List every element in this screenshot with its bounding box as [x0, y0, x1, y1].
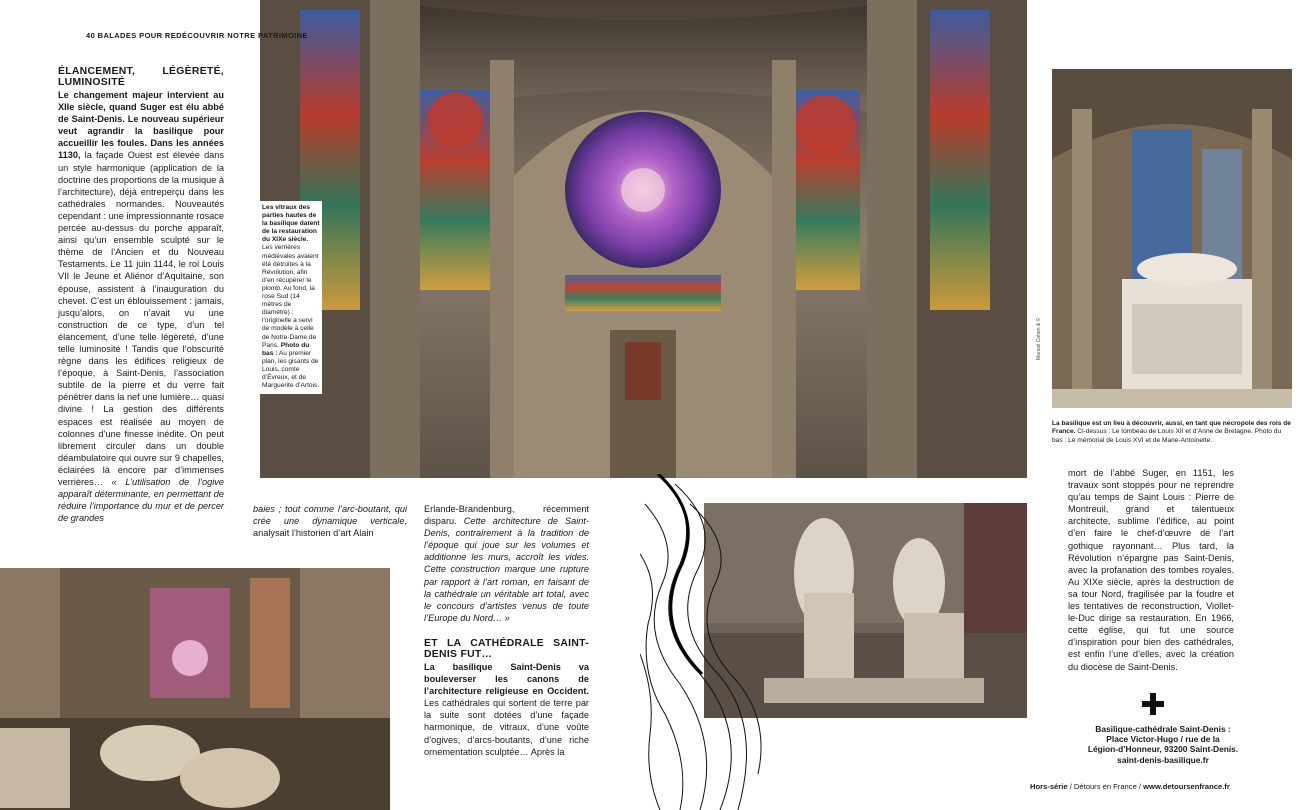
- address-website-link[interactable]: saint-denis-basilique.fr: [1117, 754, 1209, 765]
- address-line-1: Basilique-cathédrale Saint-Denis :: [1095, 724, 1231, 734]
- caption-necropole-lead: La basilique est un lieu à découvrir, aussi, en tant que nécropole des rois de France.: [1052, 420, 1291, 436]
- gisants-photo: [0, 568, 390, 810]
- column-1-quote: « L’utilisation de l’ogive apparaît déterminante, en permettant de réduire l’importance du mur et de percer de grandes: [58, 477, 224, 524]
- footer-issue: Hors-série: [1030, 782, 1068, 791]
- running-header: 40 BALADES POUR REDÉCOUVRIR NOTRE PATRIMOINE: [86, 31, 308, 40]
- caption-vitraux: [260, 201, 322, 394]
- plus-icon: [1142, 693, 1164, 715]
- column-3-paragraph-1: [424, 503, 589, 624]
- address-line-3: Légion-d’Honneur, 93200 Saint-Denis.: [1087, 744, 1239, 755]
- column-3-body-start: Erlande-Brandenburg, récemment disparu.: [424, 504, 589, 527]
- caption-vitraux-label2: Photo du bas :: [262, 341, 310, 357]
- photo-credit: Manuel Cohen & ©: [1036, 317, 1042, 360]
- column-3-lead: La basilique Saint-Denis va bouleverser les canons de l’architecture religieuse en Occident.: [424, 661, 589, 697]
- section-title-cathedrale: ET LA CATHÉDRALE SAINT-DENIS FUT…: [424, 637, 589, 660]
- caption-vitraux-body: Les verrières médiévales avaient été détruites à la Révolution, afin d’en récupérer le plomb. Au fond, la rose Sud (14 mètres de diamètre) : l’originelle a servi de modèle à celle de Notre-Dame de Paris.: [262, 244, 319, 349]
- address-line-2: Place Victor-Hugo / rue de la: [1106, 734, 1220, 745]
- footer-website-link[interactable]: www.detoursenfrance.fr: [1143, 782, 1230, 791]
- caption-necropole-body: Ci-dessus : Le tombeau de Louis XII et d’Anne de Bretagne. Photo du bas : Le mémorial de Louis XVI et de Marie-Antoinette.: [1052, 428, 1282, 444]
- column-1-lead: Le changement majeur intervient au XIIe siècle, quand Suger est élu abbé de Saint-Denis. Le nouveau supérieur veut agrandir la basilique pour accueillir les foules. Dans les années 1130,: [58, 90, 224, 161]
- column-4: [1068, 467, 1234, 673]
- column-4-paragraph: mort de l’abbé Suger, en 1151, les travaux sont stoppés pour ne reprendre qu’au temps de Saint Louis : Pierre de Montreuil, grand et talentueux architecte, sublime l’édifice, au point d’en faire le chef-d’œuvre de l’art gothique rayonnant… Plus tard, la Révolution n’épargne pas Saint-Denis, avec la profanation des tombes royales. Au XIXe siècle, après la destruction de sa tour Nord, fragilisée par la foudre et les tentatives de reconstruction, Viollet-le-Duc dirige sa restauration. En 1966, cette église, qui fut une source d’inspiration pour bien des cathédrales, est enfin l’une d’elles, avec la création du diocèse de Saint-Denis.: [1068, 468, 1234, 672]
- column-3-quote: Cette architecture de Saint-Denis, contrairement à la tradition de l’époque qui joue sur les volumes et additionne les murs, accroît les vides. Cette construction marque une rupture par rapport à l’art roman, en faisant de la cathédrale un véritable art total, avec le concours d’artistes venus de toute l’Europe du Nord… »: [424, 516, 589, 623]
- caption-vitraux-body2: Au premier plan, les gisants de Louis, comte d’Évreux, et de Marguerite d’Artois.: [262, 349, 320, 390]
- address-block: [1050, 724, 1276, 765]
- column-3-body: Les cathédrales qui sortent de terre par la suite sont dotées d’une façade harmonique, de vitraux, d’une voûte d’ogives, d’arcs-boutants, d’une riche ornementation sculptée… Après la: [424, 698, 589, 757]
- page-footer: [1030, 782, 1230, 791]
- column-2-body: analysait l’historien d’art Alain: [253, 528, 374, 539]
- tomb-louis-xii-photo: [1052, 69, 1292, 408]
- caption-necropole: [1052, 420, 1292, 445]
- column-2-paragraph: [253, 503, 407, 539]
- column-1: [58, 66, 224, 524]
- column-3: [424, 503, 589, 758]
- column-3-paragraph-2: [424, 661, 589, 758]
- section-title-elancement: ÉLANCEMENT, LÉGÈRETÉ, LUMINOSITÉ: [58, 66, 224, 88]
- column-2: [253, 503, 407, 539]
- column-2-quote: baies ; tout comme l’arc-boutant, qui crée une dynamique verticale,: [253, 504, 407, 527]
- column-1-paragraph: [58, 89, 224, 524]
- caption-vitraux-lead: Les vitraux des parties hautes de la basilique datent de la restauration du XIXe siècle.: [262, 204, 320, 244]
- footer-magazine: / Détours en France /: [1067, 782, 1144, 791]
- nave-rose-window-photo: [260, 0, 1027, 478]
- topographic-lines-decoration: [640, 474, 770, 810]
- column-1-body: la façade Ouest est élevée dans un style harmonique (application de la doctrine des proportions de la musique à l’architecture), déjà entreperçu dans les cathédrales normandes. Nouveautés cependant : une impressionnante rosace percée au-dessus du porche apparaît, ainsi qu’un ensemble sculpté sur le thème de l’Ancien et du Nouveau Testaments. Le 11 juin 1144, le roi Louis VII le Jeune et Aliénor d’Aquitaine, son épouse, assistent à l’inauguration du chevet. C’est un éblouissement : jamais, jusqu’alors, on n’avait vu une construction de ce type, d’un tel élancement, d’une telle légèreté, d’une telle luminosité ! Tandis que l’obscurité règne dans les édifices religieux de l’époque, à Saint-Denis, l’association subtile de la pierre et du verre fait pénétrer dans la nef une lumière… quasi divine ! La gestion des différents espaces est réalisée au moyen de colonnes d’une finesse inédite. On peut librement circuler dans un double déambulatoire qui ouvre sur 9 chapelles, éclairées là encore par d’immenses verrières…: [58, 150, 224, 487]
